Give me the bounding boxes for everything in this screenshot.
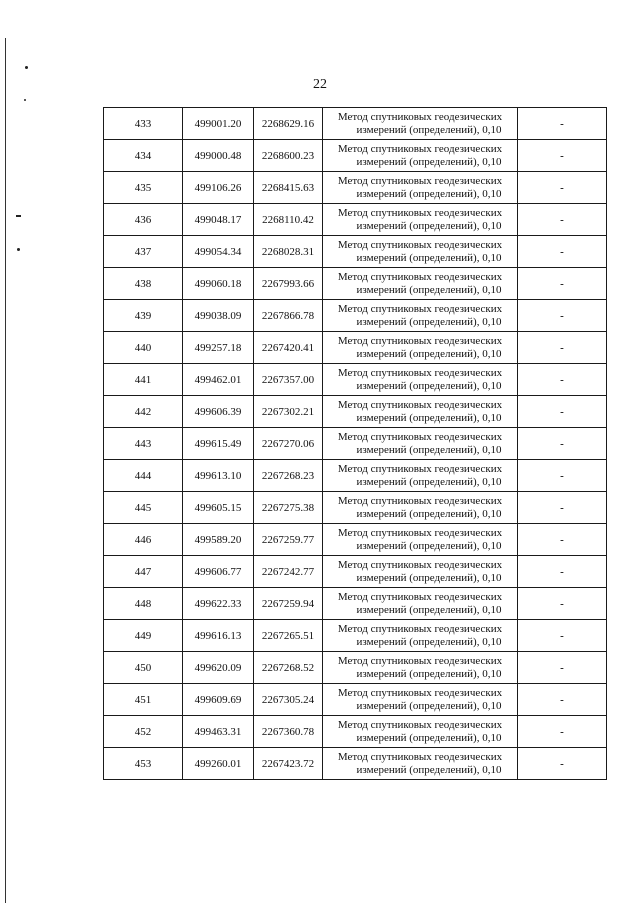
method-text-line-1: Метод спутниковых геодезических — [337, 142, 503, 155]
point-number-cell: 449 — [104, 620, 183, 652]
point-number-cell: 433 — [104, 108, 183, 140]
extra-cell: - — [518, 172, 607, 204]
y-coordinate-cell: 2267275.38 — [254, 492, 323, 524]
y-coordinate-cell: 2267268.23 — [254, 460, 323, 492]
method-text-line-1: Метод спутниковых геодезических — [337, 526, 503, 539]
table-row — [104, 716, 607, 748]
point-number-cell: 444 — [104, 460, 183, 492]
binding-edge-line — [5, 38, 6, 903]
table-row — [104, 492, 607, 524]
table-row — [104, 428, 607, 460]
method-text-line-2: измерений (определений), 0,10 — [356, 443, 502, 456]
y-coordinate-cell: 2267360.78 — [254, 716, 323, 748]
table-row — [104, 748, 607, 780]
point-number-cell: 452 — [104, 716, 183, 748]
point-number-cell: 446 — [104, 524, 183, 556]
method-text-line-2: измерений (определений), 0,10 — [356, 251, 502, 264]
x-coordinate-cell: 499000.48 — [183, 140, 254, 172]
point-number-cell: 440 — [104, 332, 183, 364]
y-coordinate-cell: 2267242.77 — [254, 556, 323, 588]
y-coordinate-cell: 2267259.94 — [254, 588, 323, 620]
x-coordinate-cell: 499257.18 — [183, 332, 254, 364]
extra-cell: - — [518, 428, 607, 460]
extra-cell: - — [518, 204, 607, 236]
x-coordinate-cell: 499462.01 — [183, 364, 254, 396]
method-text-line-2: измерений (определений), 0,10 — [356, 411, 502, 424]
method-cell — [323, 236, 518, 268]
method-text-line-2: измерений (определений), 0,10 — [356, 219, 502, 232]
y-coordinate-cell: 2267423.72 — [254, 748, 323, 780]
scan-mark — [25, 66, 28, 69]
x-coordinate-cell: 499060.18 — [183, 268, 254, 300]
extra-cell: - — [518, 588, 607, 620]
method-cell — [323, 620, 518, 652]
table-row — [104, 620, 607, 652]
x-coordinate-cell: 499606.39 — [183, 396, 254, 428]
x-coordinate-cell: 499589.20 — [183, 524, 254, 556]
table-row — [104, 332, 607, 364]
method-cell — [323, 428, 518, 460]
x-coordinate-cell: 499260.01 — [183, 748, 254, 780]
method-text-line-1: Метод спутниковых геодезических — [337, 718, 503, 731]
table-row — [104, 172, 607, 204]
method-text-line-1: Метод спутниковых геодезических — [337, 622, 503, 635]
extra-cell: - — [518, 108, 607, 140]
method-cell — [323, 492, 518, 524]
table-row — [104, 204, 607, 236]
x-coordinate-cell: 499606.77 — [183, 556, 254, 588]
method-cell — [323, 748, 518, 780]
point-number-cell: 437 — [104, 236, 183, 268]
method-text-line-1: Метод спутниковых геодезических — [337, 110, 503, 123]
method-text-line-1: Метод спутниковых геодезических — [337, 334, 503, 347]
x-coordinate-cell: 499605.15 — [183, 492, 254, 524]
method-text-line-1: Метод спутниковых геодезических — [337, 302, 503, 315]
coordinates-table — [103, 107, 607, 780]
method-cell — [323, 652, 518, 684]
table-row — [104, 684, 607, 716]
page-number: 22 — [313, 77, 327, 92]
method-text-line-1: Метод спутниковых геодезических — [337, 750, 503, 763]
table-row — [104, 396, 607, 428]
point-number-cell: 448 — [104, 588, 183, 620]
method-text-line-2: измерений (определений), 0,10 — [356, 507, 502, 520]
point-number-cell: 435 — [104, 172, 183, 204]
method-cell — [323, 108, 518, 140]
extra-cell: - — [518, 652, 607, 684]
x-coordinate-cell: 499622.33 — [183, 588, 254, 620]
extra-cell: - — [518, 140, 607, 172]
table-row — [104, 588, 607, 620]
method-cell — [323, 140, 518, 172]
extra-cell: - — [518, 300, 607, 332]
extra-cell: - — [518, 268, 607, 300]
method-text-line-2: измерений (определений), 0,10 — [356, 699, 502, 712]
x-coordinate-cell: 499463.31 — [183, 716, 254, 748]
point-number-cell: 450 — [104, 652, 183, 684]
method-text-line-2: измерений (определений), 0,10 — [356, 187, 502, 200]
method-text-line-1: Метод спутниковых геодезических — [337, 398, 503, 411]
method-cell — [323, 204, 518, 236]
y-coordinate-cell: 2267268.52 — [254, 652, 323, 684]
method-text-line-2: измерений (определений), 0,10 — [356, 603, 502, 616]
method-text-line-2: измерений (определений), 0,10 — [356, 155, 502, 168]
method-text-line-1: Метод спутниковых геодезических — [337, 270, 503, 283]
method-cell — [323, 268, 518, 300]
y-coordinate-cell: 2267993.66 — [254, 268, 323, 300]
x-coordinate-cell: 499038.09 — [183, 300, 254, 332]
method-text-line-1: Метод спутниковых геодезических — [337, 430, 503, 443]
point-number-cell: 436 — [104, 204, 183, 236]
method-text-line-2: измерений (определений), 0,10 — [356, 731, 502, 744]
extra-cell: - — [518, 332, 607, 364]
y-coordinate-cell: 2268600.23 — [254, 140, 323, 172]
method-cell — [323, 460, 518, 492]
method-text-line-1: Метод спутниковых геодезических — [337, 590, 503, 603]
method-text-line-2: измерений (определений), 0,10 — [356, 283, 502, 296]
extra-cell: - — [518, 748, 607, 780]
point-number-cell: 434 — [104, 140, 183, 172]
method-text-line-2: измерений (определений), 0,10 — [356, 475, 502, 488]
table-row — [104, 300, 607, 332]
point-number-cell: 443 — [104, 428, 183, 460]
extra-cell: - — [518, 492, 607, 524]
extra-cell: - — [518, 396, 607, 428]
x-coordinate-cell: 499048.17 — [183, 204, 254, 236]
point-number-cell: 441 — [104, 364, 183, 396]
table-row — [104, 108, 607, 140]
y-coordinate-cell: 2267265.51 — [254, 620, 323, 652]
method-text-line-1: Метод спутниковых геодезических — [337, 174, 503, 187]
scan-mark — [17, 248, 20, 251]
x-coordinate-cell: 499620.09 — [183, 652, 254, 684]
y-coordinate-cell: 2267866.78 — [254, 300, 323, 332]
y-coordinate-cell: 2267420.41 — [254, 332, 323, 364]
extra-cell: - — [518, 236, 607, 268]
method-text-line-1: Метод спутниковых геодезических — [337, 558, 503, 571]
extra-cell: - — [518, 364, 607, 396]
extra-cell: - — [518, 620, 607, 652]
method-cell — [323, 556, 518, 588]
x-coordinate-cell: 499616.13 — [183, 620, 254, 652]
method-cell — [323, 396, 518, 428]
table-row — [104, 140, 607, 172]
x-coordinate-cell: 499054.34 — [183, 236, 254, 268]
x-coordinate-cell: 499609.69 — [183, 684, 254, 716]
table-row — [104, 524, 607, 556]
method-text-line-2: измерений (определений), 0,10 — [356, 315, 502, 328]
extra-cell: - — [518, 460, 607, 492]
method-cell — [323, 364, 518, 396]
x-coordinate-cell: 499613.10 — [183, 460, 254, 492]
scan-mark — [24, 99, 26, 101]
method-text-line-2: измерений (определений), 0,10 — [356, 763, 502, 776]
method-cell — [323, 300, 518, 332]
method-cell — [323, 524, 518, 556]
table-row — [104, 460, 607, 492]
table-row — [104, 236, 607, 268]
method-cell — [323, 684, 518, 716]
method-text-line-2: измерений (определений), 0,10 — [356, 347, 502, 360]
y-coordinate-cell: 2268415.63 — [254, 172, 323, 204]
scan-mark — [16, 215, 21, 217]
method-text-line-1: Метод спутниковых геодезических — [337, 654, 503, 667]
method-text-line-2: измерений (определений), 0,10 — [356, 539, 502, 552]
y-coordinate-cell: 2267302.21 — [254, 396, 323, 428]
method-text-line-1: Метод спутниковых геодезических — [337, 238, 503, 251]
y-coordinate-cell: 2268110.42 — [254, 204, 323, 236]
point-number-cell: 438 — [104, 268, 183, 300]
x-coordinate-cell: 499106.26 — [183, 172, 254, 204]
method-text-line-1: Метод спутниковых геодезических — [337, 366, 503, 379]
extra-cell: - — [518, 556, 607, 588]
method-text-line-2: измерений (определений), 0,10 — [356, 635, 502, 648]
extra-cell: - — [518, 684, 607, 716]
y-coordinate-cell: 2268028.31 — [254, 236, 323, 268]
method-text-line-1: Метод спутниковых геодезических — [337, 494, 503, 507]
point-number-cell: 447 — [104, 556, 183, 588]
y-coordinate-cell: 2267357.00 — [254, 364, 323, 396]
point-number-cell: 445 — [104, 492, 183, 524]
x-coordinate-cell: 499615.49 — [183, 428, 254, 460]
table-row — [104, 556, 607, 588]
table-row — [104, 364, 607, 396]
extra-cell: - — [518, 716, 607, 748]
y-coordinate-cell: 2267259.77 — [254, 524, 323, 556]
point-number-cell: 439 — [104, 300, 183, 332]
y-coordinate-cell: 2267270.06 — [254, 428, 323, 460]
method-cell — [323, 172, 518, 204]
method-text-line-2: измерений (определений), 0,10 — [356, 571, 502, 584]
method-text-line-1: Метод спутниковых геодезических — [337, 686, 503, 699]
method-text-line-2: измерений (определений), 0,10 — [356, 123, 502, 136]
extra-cell: - — [518, 524, 607, 556]
method-cell — [323, 716, 518, 748]
x-coordinate-cell: 499001.20 — [183, 108, 254, 140]
point-number-cell: 442 — [104, 396, 183, 428]
method-text-line-1: Метод спутниковых геодезических — [337, 206, 503, 219]
coordinates-table-body — [104, 108, 607, 780]
point-number-cell: 453 — [104, 748, 183, 780]
method-cell — [323, 332, 518, 364]
method-text-line-2: измерений (определений), 0,10 — [356, 379, 502, 392]
table-row — [104, 268, 607, 300]
y-coordinate-cell: 2267305.24 — [254, 684, 323, 716]
method-cell — [323, 588, 518, 620]
y-coordinate-cell: 2268629.16 — [254, 108, 323, 140]
method-text-line-2: измерений (определений), 0,10 — [356, 667, 502, 680]
point-number-cell: 451 — [104, 684, 183, 716]
method-text-line-1: Метод спутниковых геодезических — [337, 462, 503, 475]
table-row — [104, 652, 607, 684]
